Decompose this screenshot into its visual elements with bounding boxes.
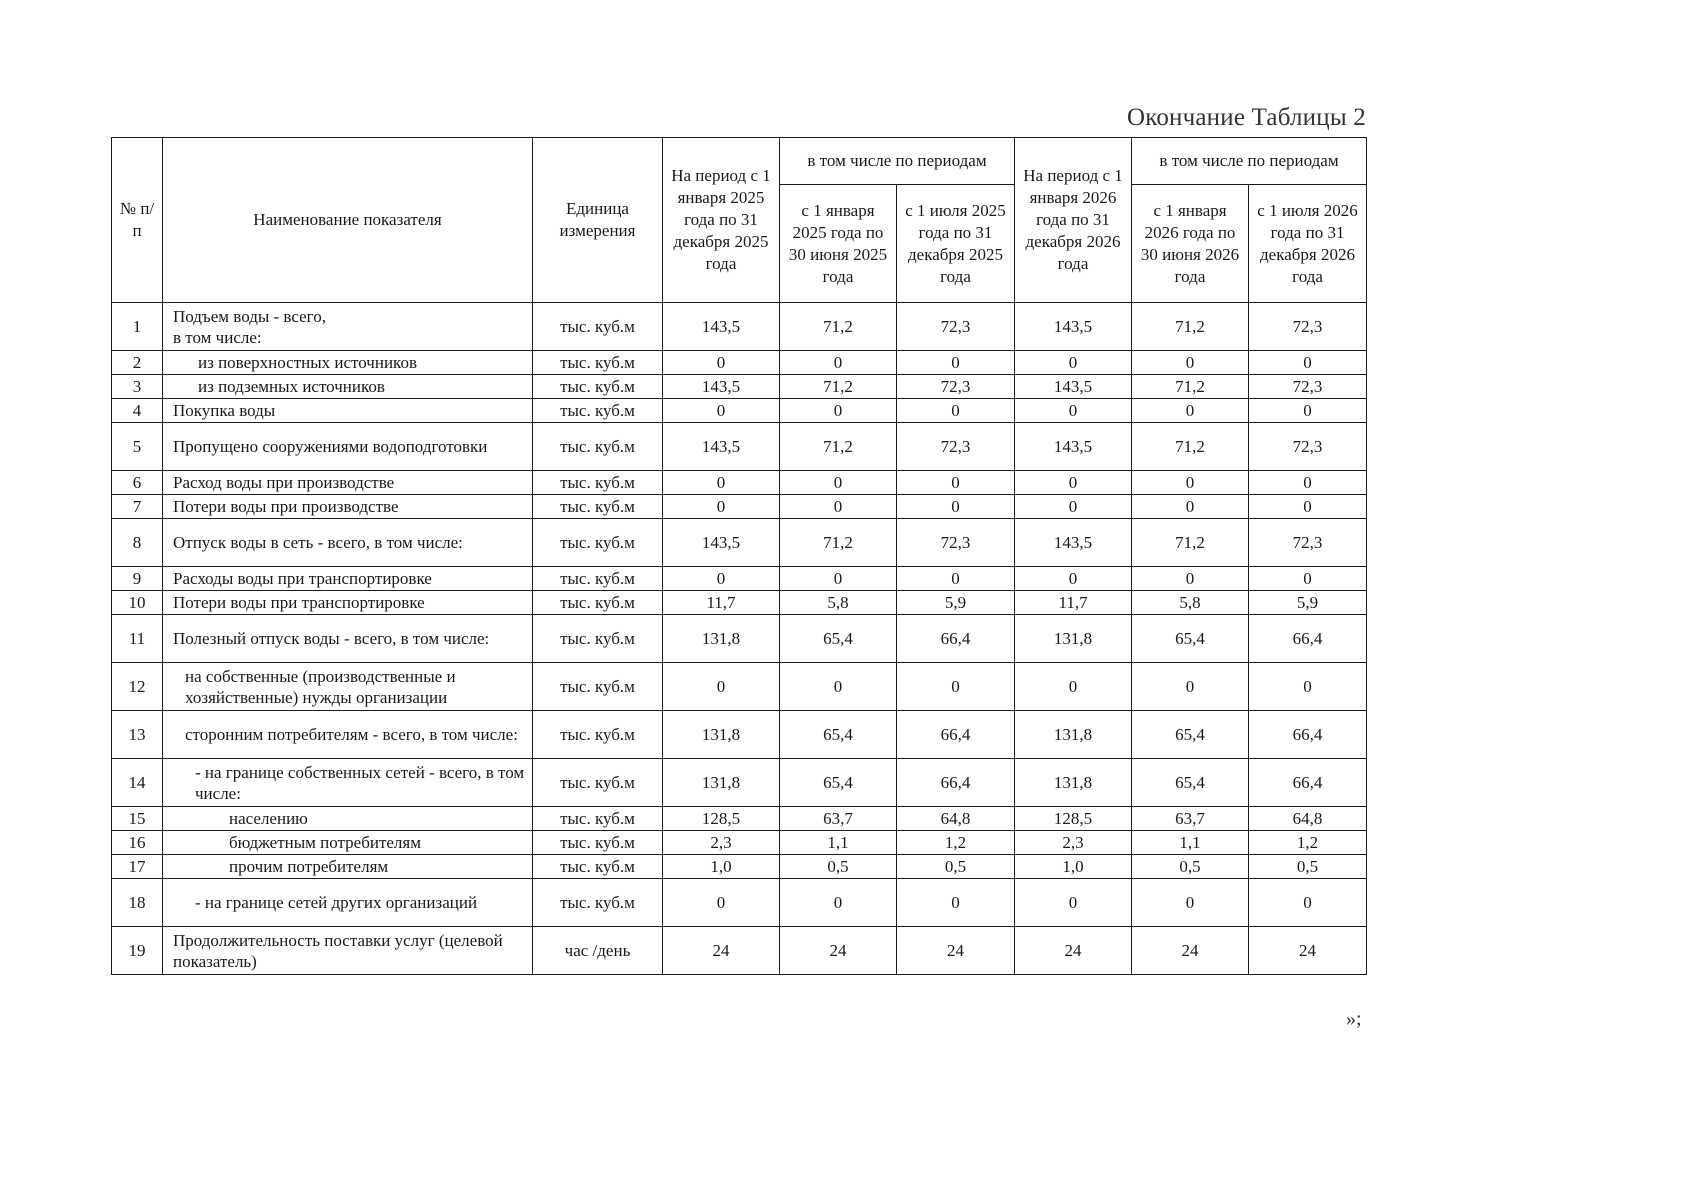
row-num: 5 <box>112 423 163 471</box>
row-indicator-name: Потери воды при производстве <box>163 495 533 519</box>
value-2025-total: 0 <box>663 399 780 423</box>
value-2025-total: 131,8 <box>663 615 780 663</box>
value-2026-h1: 0 <box>1132 471 1249 495</box>
closing-quote-mark: »; <box>1346 1008 1362 1030</box>
value-2025-h2: 72,3 <box>897 303 1015 351</box>
table-row <box>112 759 1367 807</box>
value-2025-total: 131,8 <box>663 759 780 807</box>
value-2026-h2: 0 <box>1249 495 1367 519</box>
value-2025-h1: 71,2 <box>780 423 897 471</box>
row-indicator-name: бюджетным потребителям <box>163 831 533 855</box>
table-row <box>112 807 1367 831</box>
value-2026-h2: 0 <box>1249 663 1367 711</box>
value-2025-total: 143,5 <box>663 375 780 399</box>
row-indicator-name: сторонним потребителям - всего, в том числе: <box>163 711 533 759</box>
row-unit: тыс. куб.м <box>533 495 663 519</box>
value-2026-h1: 0,5 <box>1132 855 1249 879</box>
value-2026-total: 2,3 <box>1015 831 1132 855</box>
row-num: 11 <box>112 615 163 663</box>
value-2025-h1: 71,2 <box>780 519 897 567</box>
value-2026-h2: 0 <box>1249 471 1367 495</box>
row-unit: тыс. куб.м <box>533 303 663 351</box>
row-num: 14 <box>112 759 163 807</box>
value-2025-h2: 0 <box>897 351 1015 375</box>
value-2026-h2: 0,5 <box>1249 855 1367 879</box>
row-unit: тыс. куб.м <box>533 351 663 375</box>
row-num: 3 <box>112 375 163 399</box>
row-indicator-name: Потери воды при транспортировке <box>163 591 533 615</box>
row-unit: тыс. куб.м <box>533 375 663 399</box>
value-2025-h1: 24 <box>780 927 897 975</box>
value-2026-total: 1,0 <box>1015 855 1132 879</box>
value-2025-h2: 0 <box>897 399 1015 423</box>
value-2025-total: 1,0 <box>663 855 780 879</box>
value-2025-h1: 5,8 <box>780 591 897 615</box>
value-2025-h2: 66,4 <box>897 759 1015 807</box>
value-2026-h1: 71,2 <box>1132 303 1249 351</box>
row-num: 13 <box>112 711 163 759</box>
value-2025-total: 11,7 <box>663 591 780 615</box>
value-2026-h1: 1,1 <box>1132 831 1249 855</box>
value-2026-h1: 0 <box>1132 351 1249 375</box>
row-num: 18 <box>112 879 163 927</box>
value-2026-total: 131,8 <box>1015 615 1132 663</box>
row-indicator-name: прочим потребителям <box>163 855 533 879</box>
value-2026-h2: 0 <box>1249 399 1367 423</box>
value-2026-total: 0 <box>1015 567 1132 591</box>
value-2026-h2: 66,4 <box>1249 711 1367 759</box>
row-num: 12 <box>112 663 163 711</box>
row-num: 6 <box>112 471 163 495</box>
value-2026-h1: 0 <box>1132 567 1249 591</box>
header-num: № п/п <box>112 138 163 303</box>
value-2026-total: 131,8 <box>1015 711 1132 759</box>
row-unit: тыс. куб.м <box>533 663 663 711</box>
table-row <box>112 519 1367 567</box>
row-indicator-name: - на границе сетей других организаций <box>163 879 533 927</box>
table-row <box>112 375 1367 399</box>
row-unit: тыс. куб.м <box>533 471 663 495</box>
table-row <box>112 615 1367 663</box>
row-num: 17 <box>112 855 163 879</box>
table-body <box>112 303 1367 975</box>
table-row <box>112 351 1367 375</box>
row-unit: тыс. куб.м <box>533 615 663 663</box>
table-row <box>112 879 1367 927</box>
row-unit: тыс. куб.м <box>533 807 663 831</box>
value-2025-total: 143,5 <box>663 423 780 471</box>
table-row <box>112 711 1367 759</box>
table-row <box>112 399 1367 423</box>
header-h1-2026: с 1 января 2026 года по 30 июня 2026 года <box>1132 185 1249 303</box>
row-num: 2 <box>112 351 163 375</box>
value-2026-total: 0 <box>1015 471 1132 495</box>
value-2025-h1: 65,4 <box>780 759 897 807</box>
value-2026-h2: 66,4 <box>1249 615 1367 663</box>
value-2025-h1: 0 <box>780 471 897 495</box>
row-num: 1 <box>112 303 163 351</box>
value-2026-h2: 0 <box>1249 351 1367 375</box>
value-2025-h1: 0 <box>780 879 897 927</box>
value-2025-h2: 0 <box>897 663 1015 711</box>
row-indicator-name: Пропущено сооружениями водоподготовки <box>163 423 533 471</box>
value-2026-h2: 5,9 <box>1249 591 1367 615</box>
value-2026-total: 0 <box>1015 351 1132 375</box>
value-2025-h2: 0 <box>897 567 1015 591</box>
header-h2-2026: с 1 июля 2026 года по 31 декабря 2026 года <box>1249 185 1367 303</box>
value-2025-h1: 71,2 <box>780 303 897 351</box>
row-indicator-name: из поверхностных источников <box>163 351 533 375</box>
value-2025-h1: 65,4 <box>780 615 897 663</box>
value-2026-h1: 24 <box>1132 927 1249 975</box>
value-2025-h2: 5,9 <box>897 591 1015 615</box>
row-unit: тыс. куб.м <box>533 879 663 927</box>
table-row <box>112 663 1367 711</box>
value-2025-h2: 72,3 <box>897 423 1015 471</box>
value-2025-total: 0 <box>663 663 780 711</box>
value-2026-h1: 63,7 <box>1132 807 1249 831</box>
value-2025-total: 0 <box>663 567 780 591</box>
value-2026-total: 143,5 <box>1015 519 1132 567</box>
value-2025-h1: 1,1 <box>780 831 897 855</box>
header-unit: Единица измерения <box>533 138 663 303</box>
value-2025-total: 0 <box>663 351 780 375</box>
value-2026-h2: 64,8 <box>1249 807 1367 831</box>
table-row <box>112 927 1367 975</box>
row-unit: тыс. куб.м <box>533 711 663 759</box>
row-indicator-name: Продолжительность поставки услуг (целевой показатель) <box>163 927 533 975</box>
value-2025-h2: 1,2 <box>897 831 1015 855</box>
value-2025-h2: 66,4 <box>897 711 1015 759</box>
value-2025-total: 131,8 <box>663 711 780 759</box>
table-row <box>112 423 1367 471</box>
value-2026-total: 11,7 <box>1015 591 1132 615</box>
value-2025-h1: 65,4 <box>780 711 897 759</box>
row-indicator-name: Подъем воды - всего, в том числе: <box>163 303 533 351</box>
row-num: 9 <box>112 567 163 591</box>
value-2025-h2: 0,5 <box>897 855 1015 879</box>
value-2026-total: 143,5 <box>1015 375 1132 399</box>
value-2026-h2: 72,3 <box>1249 375 1367 399</box>
value-2026-h2: 72,3 <box>1249 423 1367 471</box>
value-2025-h2: 66,4 <box>897 615 1015 663</box>
row-indicator-name: Расходы воды при транспортировке <box>163 567 533 591</box>
indicators-table <box>111 137 1367 975</box>
row-unit: тыс. куб.м <box>533 855 663 879</box>
row-indicator-name: населению <box>163 807 533 831</box>
value-2026-total: 0 <box>1015 399 1132 423</box>
row-unit: тыс. куб.м <box>533 567 663 591</box>
table-row <box>112 567 1367 591</box>
row-num: 4 <box>112 399 163 423</box>
value-2026-h1: 5,8 <box>1132 591 1249 615</box>
value-2026-h1: 0 <box>1132 495 1249 519</box>
value-2025-total: 2,3 <box>663 831 780 855</box>
value-2025-h1: 0,5 <box>780 855 897 879</box>
value-2025-h2: 72,3 <box>897 519 1015 567</box>
row-num: 19 <box>112 927 163 975</box>
table-row <box>112 855 1367 879</box>
value-2026-h2: 1,2 <box>1249 831 1367 855</box>
table-row <box>112 591 1367 615</box>
value-2026-h2: 24 <box>1249 927 1367 975</box>
value-2026-h1: 65,4 <box>1132 759 1249 807</box>
value-2025-total: 0 <box>663 879 780 927</box>
header-subperiods-2026: в том числе по периодам <box>1132 138 1367 185</box>
value-2025-total: 143,5 <box>663 303 780 351</box>
table-row <box>112 831 1367 855</box>
row-indicator-name: Расход воды при производстве <box>163 471 533 495</box>
value-2025-h2: 0 <box>897 495 1015 519</box>
row-num: 8 <box>112 519 163 567</box>
value-2025-h1: 63,7 <box>780 807 897 831</box>
value-2026-h1: 65,4 <box>1132 615 1249 663</box>
value-2026-h1: 71,2 <box>1132 375 1249 399</box>
table-row <box>112 471 1367 495</box>
value-2025-h1: 0 <box>780 567 897 591</box>
value-2025-h2: 64,8 <box>897 807 1015 831</box>
row-unit: тыс. куб.м <box>533 423 663 471</box>
header-h2-2025: с 1 июля 2025 года по 31 декабря 2025 года <box>897 185 1015 303</box>
value-2026-total: 143,5 <box>1015 303 1132 351</box>
value-2025-total: 143,5 <box>663 519 780 567</box>
value-2025-h2: 0 <box>897 471 1015 495</box>
row-indicator-name: из подземных источников <box>163 375 533 399</box>
row-unit: тыс. куб.м <box>533 759 663 807</box>
header-period-2026: На период с 1 января 2026 года по 31 декабря 2026 года <box>1015 138 1132 303</box>
value-2025-h1: 0 <box>780 351 897 375</box>
value-2025-h2: 72,3 <box>897 375 1015 399</box>
value-2025-h1: 0 <box>780 399 897 423</box>
value-2026-h1: 71,2 <box>1132 423 1249 471</box>
value-2026-total: 143,5 <box>1015 423 1132 471</box>
row-indicator-name: на собственные (производственные и хозяйственные) нужды организации <box>163 663 533 711</box>
row-unit: тыс. куб.м <box>533 591 663 615</box>
value-2026-h2: 0 <box>1249 879 1367 927</box>
header-h1-2025: с 1 января 2025 года по 30 июня 2025 года <box>780 185 897 303</box>
row-unit: час /день <box>533 927 663 975</box>
value-2025-total: 128,5 <box>663 807 780 831</box>
value-2026-h1: 0 <box>1132 399 1249 423</box>
value-2025-h2: 24 <box>897 927 1015 975</box>
value-2026-total: 131,8 <box>1015 759 1132 807</box>
value-2026-h2: 66,4 <box>1249 759 1367 807</box>
row-indicator-name: - на границе собственных сетей - всего, в том числе: <box>163 759 533 807</box>
value-2025-h1: 0 <box>780 663 897 711</box>
row-indicator-name: Полезный отпуск воды - всего, в том числе: <box>163 615 533 663</box>
value-2026-total: 0 <box>1015 879 1132 927</box>
row-unit: тыс. куб.м <box>533 399 663 423</box>
value-2026-h1: 65,4 <box>1132 711 1249 759</box>
row-indicator-name: Отпуск воды в сеть - всего, в том числе: <box>163 519 533 567</box>
value-2025-total: 24 <box>663 927 780 975</box>
table-header <box>112 138 1367 303</box>
row-num: 10 <box>112 591 163 615</box>
value-2026-total: 24 <box>1015 927 1132 975</box>
value-2026-h1: 0 <box>1132 879 1249 927</box>
row-num: 7 <box>112 495 163 519</box>
value-2026-h2: 72,3 <box>1249 519 1367 567</box>
value-2026-h1: 0 <box>1132 663 1249 711</box>
row-num: 15 <box>112 807 163 831</box>
value-2026-h2: 72,3 <box>1249 303 1367 351</box>
value-2026-total: 0 <box>1015 663 1132 711</box>
value-2026-h2: 0 <box>1249 567 1367 591</box>
table-row <box>112 495 1367 519</box>
value-2026-total: 0 <box>1015 495 1132 519</box>
value-2025-h1: 71,2 <box>780 375 897 399</box>
row-num: 16 <box>112 831 163 855</box>
table-row <box>112 303 1367 351</box>
header-subperiods-2025: в том числе по периодам <box>780 138 1015 185</box>
value-2025-h1: 0 <box>780 495 897 519</box>
value-2026-total: 128,5 <box>1015 807 1132 831</box>
row-indicator-name: Покупка воды <box>163 399 533 423</box>
value-2025-total: 0 <box>663 495 780 519</box>
value-2025-total: 0 <box>663 471 780 495</box>
value-2025-h2: 0 <box>897 879 1015 927</box>
table-caption: Окончание Таблицы 2 <box>1126 104 1366 131</box>
header-period-2025: На период с 1 января 2025 года по 31 декабря 2025 года <box>663 138 780 303</box>
value-2026-h1: 71,2 <box>1132 519 1249 567</box>
header-name: Наименование показателя <box>163 138 533 303</box>
row-unit: тыс. куб.м <box>533 831 663 855</box>
row-unit: тыс. куб.м <box>533 519 663 567</box>
